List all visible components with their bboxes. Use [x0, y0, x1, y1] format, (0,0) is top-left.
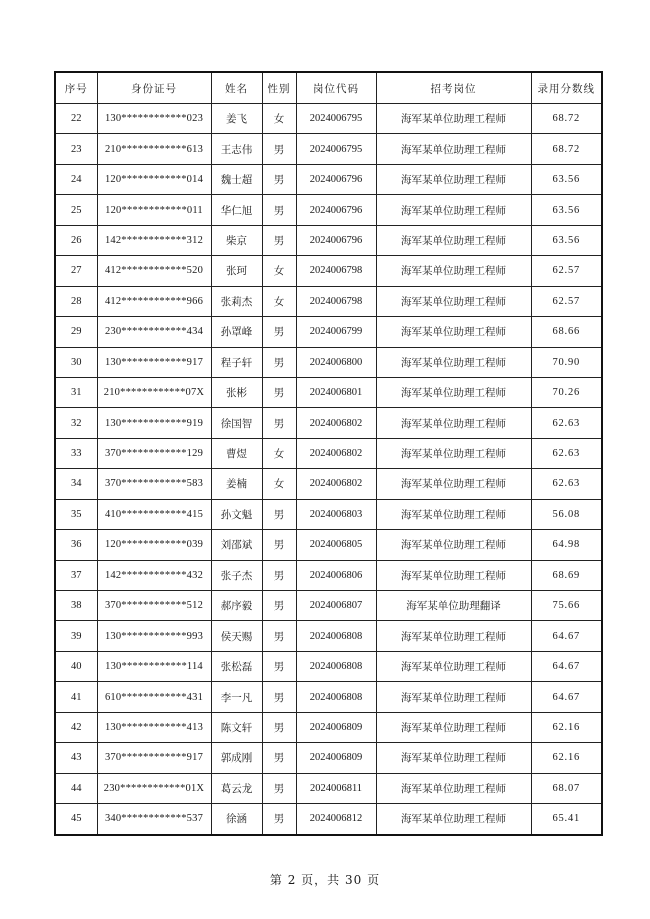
cell-name: 华仁旭 — [211, 195, 262, 225]
cell-id-number: 412************966 — [97, 286, 211, 316]
cell-name: 徐涵 — [211, 804, 262, 835]
cell-id-number: 120************014 — [97, 164, 211, 194]
cell-score-line: 56.08 — [531, 499, 602, 529]
cell-gender: 男 — [262, 804, 296, 835]
cell-score-line: 63.56 — [531, 225, 602, 255]
cell-gender: 男 — [262, 712, 296, 742]
header-seq: 序号 — [55, 72, 97, 104]
table-row — [55, 104, 602, 134]
cell-seq: 22 — [55, 104, 97, 134]
page-footer: 第 2 页，共 30 页 — [269, 873, 381, 887]
table-row — [55, 560, 602, 590]
table-row — [55, 651, 602, 681]
cell-gender: 女 — [262, 438, 296, 468]
cell-score-line: 68.72 — [531, 134, 602, 164]
cell-id-number: 130************919 — [97, 408, 211, 438]
cell-position: 海军某单位助理工程师 — [376, 347, 531, 377]
table-body — [55, 104, 602, 835]
cell-name: 郝序毅 — [211, 591, 262, 621]
cell-seq: 32 — [55, 408, 97, 438]
cell-position-code: 2024006803 — [296, 499, 376, 529]
cell-id-number: 210************613 — [97, 134, 211, 164]
cell-position-code: 2024006808 — [296, 621, 376, 651]
cell-name: 张珂 — [211, 256, 262, 286]
cell-score-line: 62.63 — [531, 469, 602, 499]
cell-position: 海军某单位助理工程师 — [376, 225, 531, 255]
cell-name: 柴京 — [211, 225, 262, 255]
cell-position: 海军某单位助理工程师 — [376, 104, 531, 134]
cell-position-code: 2024006796 — [296, 164, 376, 194]
table-row — [55, 712, 602, 742]
cell-name: 李一凡 — [211, 682, 262, 712]
cell-name: 姜飞 — [211, 104, 262, 134]
cell-gender: 女 — [262, 104, 296, 134]
cell-position-code: 2024006811 — [296, 773, 376, 803]
cell-id-number: 412************520 — [97, 256, 211, 286]
cell-seq: 33 — [55, 438, 97, 468]
cell-gender: 男 — [262, 164, 296, 194]
cell-id-number: 130************917 — [97, 347, 211, 377]
cell-score-line: 63.56 — [531, 195, 602, 225]
cell-gender: 男 — [262, 195, 296, 225]
cell-position: 海军某单位助理翻译 — [376, 591, 531, 621]
cell-score-line: 64.67 — [531, 651, 602, 681]
cell-position: 海军某单位助理工程师 — [376, 773, 531, 803]
cell-seq: 29 — [55, 317, 97, 347]
cell-id-number: 340************537 — [97, 804, 211, 835]
cell-seq: 30 — [55, 347, 97, 377]
cell-position-code: 2024006801 — [296, 377, 376, 407]
cell-id-number: 370************512 — [97, 591, 211, 621]
cell-position-code: 2024006800 — [296, 347, 376, 377]
cell-id-number: 130************413 — [97, 712, 211, 742]
roster-sheet — [54, 71, 601, 836]
table-row — [55, 499, 602, 529]
header-gender: 性别 — [262, 72, 296, 104]
cell-seq: 44 — [55, 773, 97, 803]
cell-gender: 女 — [262, 256, 296, 286]
cell-position-code: 2024006812 — [296, 804, 376, 835]
cell-gender: 男 — [262, 225, 296, 255]
cell-seq: 36 — [55, 530, 97, 560]
cell-position: 海军某单位助理工程师 — [376, 164, 531, 194]
cell-name: 陈文轩 — [211, 712, 262, 742]
cell-position-code: 2024006795 — [296, 104, 376, 134]
cell-seq: 40 — [55, 651, 97, 681]
cell-seq: 38 — [55, 591, 97, 621]
cell-position: 海军某单位助理工程师 — [376, 621, 531, 651]
cell-name: 张莉杰 — [211, 286, 262, 316]
cell-seq: 34 — [55, 469, 97, 499]
table-row — [55, 347, 602, 377]
cell-position-code: 2024006809 — [296, 712, 376, 742]
table-row — [55, 408, 602, 438]
cell-seq: 45 — [55, 804, 97, 835]
cell-score-line: 62.16 — [531, 712, 602, 742]
cell-gender: 男 — [262, 743, 296, 773]
cell-position: 海军某单位助理工程师 — [376, 286, 531, 316]
cell-name: 魏士超 — [211, 164, 262, 194]
cell-seq: 26 — [55, 225, 97, 255]
cell-position-code: 2024006808 — [296, 651, 376, 681]
table-row — [55, 530, 602, 560]
cell-position-code: 2024006796 — [296, 225, 376, 255]
cell-score-line: 70.90 — [531, 347, 602, 377]
cell-position: 海军某单位助理工程师 — [376, 256, 531, 286]
cell-name: 刘邵斌 — [211, 530, 262, 560]
cell-gender: 男 — [262, 560, 296, 590]
cell-score-line: 75.66 — [531, 591, 602, 621]
cell-position-code: 2024006808 — [296, 682, 376, 712]
cell-position: 海军某单位助理工程师 — [376, 469, 531, 499]
cell-position: 海军某单位助理工程师 — [376, 317, 531, 347]
cell-gender: 女 — [262, 469, 296, 499]
header-position-code: 岗位代码 — [296, 72, 376, 104]
cell-position: 海军某单位助理工程师 — [376, 408, 531, 438]
cell-id-number: 120************011 — [97, 195, 211, 225]
cell-position-code: 2024006799 — [296, 317, 376, 347]
cell-score-line: 62.63 — [531, 408, 602, 438]
roster-table — [54, 71, 603, 836]
table-row — [55, 773, 602, 803]
cell-name: 孙罩峰 — [211, 317, 262, 347]
cell-position: 海军某单位助理工程师 — [376, 438, 531, 468]
header-id-number: 身份证号 — [97, 72, 211, 104]
cell-score-line: 63.56 — [531, 164, 602, 194]
cell-name: 姜楠 — [211, 469, 262, 499]
table-row — [55, 682, 602, 712]
cell-gender: 男 — [262, 621, 296, 651]
cell-gender: 男 — [262, 134, 296, 164]
cell-position: 海军某单位助理工程师 — [376, 743, 531, 773]
cell-id-number: 370************917 — [97, 743, 211, 773]
table-row — [55, 195, 602, 225]
cell-id-number: 230************01X — [97, 773, 211, 803]
cell-gender: 女 — [262, 286, 296, 316]
cell-gender: 男 — [262, 408, 296, 438]
cell-score-line: 68.69 — [531, 560, 602, 590]
cell-gender: 男 — [262, 377, 296, 407]
cell-position: 海军某单位助理工程师 — [376, 499, 531, 529]
cell-gender: 男 — [262, 773, 296, 803]
cell-seq: 24 — [55, 164, 97, 194]
cell-id-number: 410************415 — [97, 499, 211, 529]
cell-name: 侯天赐 — [211, 621, 262, 651]
cell-position-code: 2024006802 — [296, 469, 376, 499]
cell-position-code: 2024006798 — [296, 286, 376, 316]
cell-score-line: 68.07 — [531, 773, 602, 803]
cell-score-line: 62.57 — [531, 286, 602, 316]
cell-score-line: 65.41 — [531, 804, 602, 835]
cell-name: 徐国智 — [211, 408, 262, 438]
table-row — [55, 317, 602, 347]
cell-name: 郭成刚 — [211, 743, 262, 773]
cell-name: 王志伟 — [211, 134, 262, 164]
cell-seq: 39 — [55, 621, 97, 651]
table-row — [55, 134, 602, 164]
cell-seq: 43 — [55, 743, 97, 773]
cell-position: 海军某单位助理工程师 — [376, 682, 531, 712]
cell-score-line: 62.57 — [531, 256, 602, 286]
cell-gender: 男 — [262, 530, 296, 560]
cell-id-number: 210************07X — [97, 377, 211, 407]
cell-position: 海军某单位助理工程师 — [376, 377, 531, 407]
cell-seq: 37 — [55, 560, 97, 590]
cell-score-line: 68.66 — [531, 317, 602, 347]
cell-score-line: 64.67 — [531, 621, 602, 651]
cell-seq: 42 — [55, 712, 97, 742]
cell-gender: 男 — [262, 682, 296, 712]
cell-position: 海军某单位助理工程师 — [376, 651, 531, 681]
cell-id-number: 610************431 — [97, 682, 211, 712]
cell-position-code: 2024006806 — [296, 560, 376, 590]
table-row — [55, 225, 602, 255]
cell-name: 程子轩 — [211, 347, 262, 377]
header-position: 招考岗位 — [376, 72, 531, 104]
cell-seq: 41 — [55, 682, 97, 712]
cell-position: 海军某单位助理工程师 — [376, 804, 531, 835]
cell-name: 张子杰 — [211, 560, 262, 590]
cell-id-number: 130************114 — [97, 651, 211, 681]
table-row — [55, 804, 602, 835]
cell-position: 海军某单位助理工程师 — [376, 560, 531, 590]
cell-name: 孙文魁 — [211, 499, 262, 529]
cell-id-number: 370************583 — [97, 469, 211, 499]
cell-seq: 25 — [55, 195, 97, 225]
table-row — [55, 286, 602, 316]
cell-score-line: 70.26 — [531, 377, 602, 407]
cell-position: 海军某单位助理工程师 — [376, 530, 531, 560]
table-header-row — [55, 72, 602, 104]
table-row — [55, 164, 602, 194]
cell-seq: 28 — [55, 286, 97, 316]
table-row — [55, 256, 602, 286]
cell-id-number: 370************129 — [97, 438, 211, 468]
cell-id-number: 230************434 — [97, 317, 211, 347]
table-row — [55, 743, 602, 773]
cell-seq: 27 — [55, 256, 97, 286]
cell-gender: 男 — [262, 591, 296, 621]
cell-name: 张松磊 — [211, 651, 262, 681]
cell-name: 张彬 — [211, 377, 262, 407]
cell-seq: 23 — [55, 134, 97, 164]
cell-score-line: 64.67 — [531, 682, 602, 712]
cell-position-code: 2024006807 — [296, 591, 376, 621]
cell-gender: 男 — [262, 499, 296, 529]
cell-position-code: 2024006805 — [296, 530, 376, 560]
cell-position-code: 2024006802 — [296, 408, 376, 438]
cell-position-code: 2024006809 — [296, 743, 376, 773]
cell-score-line: 68.72 — [531, 104, 602, 134]
cell-id-number: 130************993 — [97, 621, 211, 651]
cell-gender: 男 — [262, 347, 296, 377]
table-row — [55, 621, 602, 651]
cell-gender: 男 — [262, 317, 296, 347]
cell-position: 海军某单位助理工程师 — [376, 195, 531, 225]
table-row — [55, 377, 602, 407]
table-row — [55, 438, 602, 468]
cell-position-code: 2024006796 — [296, 195, 376, 225]
cell-score-line: 64.98 — [531, 530, 602, 560]
cell-position-code: 2024006795 — [296, 134, 376, 164]
table-row — [55, 591, 602, 621]
cell-id-number: 142************312 — [97, 225, 211, 255]
cell-position-code: 2024006798 — [296, 256, 376, 286]
cell-gender: 男 — [262, 651, 296, 681]
cell-seq: 31 — [55, 377, 97, 407]
cell-name: 葛云龙 — [211, 773, 262, 803]
cell-id-number: 142************432 — [97, 560, 211, 590]
header-name: 姓名 — [211, 72, 262, 104]
cell-position: 海军某单位助理工程师 — [376, 712, 531, 742]
table-row — [55, 469, 602, 499]
cell-id-number: 120************039 — [97, 530, 211, 560]
cell-position-code: 2024006802 — [296, 438, 376, 468]
cell-name: 曹煜 — [211, 438, 262, 468]
cell-id-number: 130************023 — [97, 104, 211, 134]
cell-position: 海军某单位助理工程师 — [376, 134, 531, 164]
cell-score-line: 62.63 — [531, 438, 602, 468]
header-score-line: 录用分数线 — [531, 72, 602, 104]
cell-seq: 35 — [55, 499, 97, 529]
cell-score-line: 62.16 — [531, 743, 602, 773]
